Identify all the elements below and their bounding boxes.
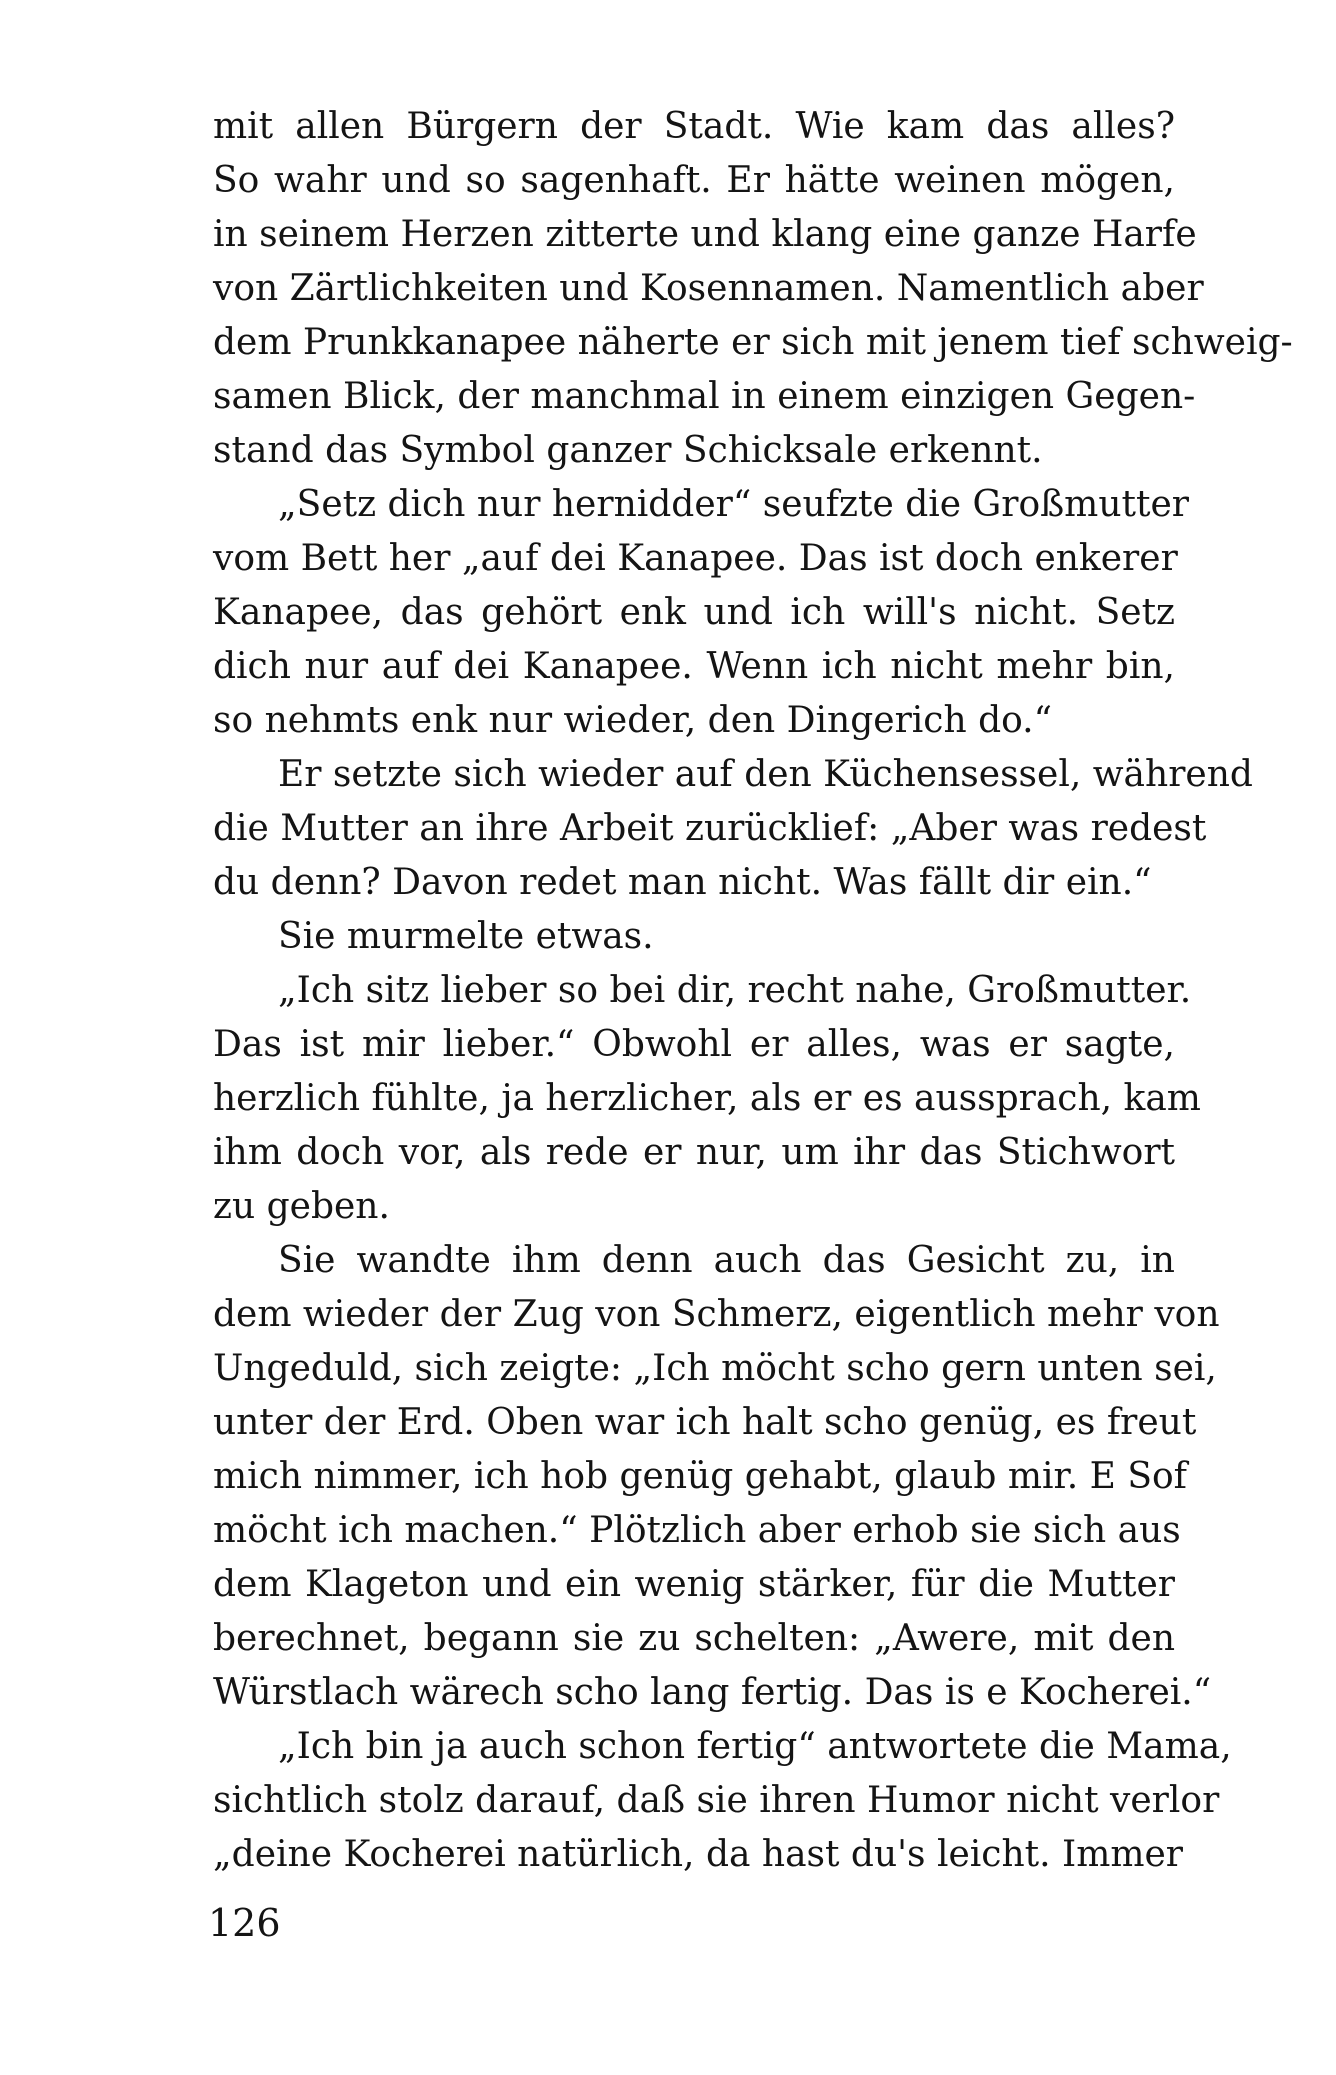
text-line: Würstlach wärech scho lang fertig. Das is e Kocherei.“ bbox=[213, 1672, 1212, 1713]
text-line: in seinem Herzen zitterte und klang eine ganze Harfe bbox=[213, 214, 1197, 255]
text-line: Kanapee, das gehört enk und ich will's nicht. Setz bbox=[213, 592, 1175, 633]
text-line: von Zärtlichkeiten und Kosennamen. Namentlich aber bbox=[213, 268, 1204, 309]
page-number: 126 bbox=[208, 1901, 281, 1945]
text-line: Er setzte sich wieder auf den Küchensessel, während bbox=[278, 754, 1253, 795]
text-line: „Setz dich nur hernidder“ seufzte die Großmutter bbox=[278, 484, 1189, 525]
text-line: dem Prunkkanapee näherte er sich mit jenem tief schweig- bbox=[213, 322, 1293, 363]
text-line: samen Blick, der manchmal in einem einzigen Gegen- bbox=[213, 376, 1196, 417]
text-line: herzlich fühlte, ja herzlicher, als er es aussprach, kam bbox=[213, 1078, 1201, 1119]
text-line: Sie wandte ihm denn auch das Gesicht zu, in bbox=[278, 1240, 1175, 1281]
text-line: „Ich bin ja auch schon fertig“ antwortete die Mama, bbox=[278, 1726, 1232, 1767]
text-line: dem Klageton und ein wenig stärker, für die Mutter bbox=[213, 1564, 1175, 1605]
text-line: berechnet, begann sie zu schelten: „Awere, mit den bbox=[213, 1618, 1175, 1659]
text-line: ihm doch vor, als rede er nur, um ihr das Stichwort bbox=[213, 1132, 1175, 1173]
text-line: die Mutter an ihre Arbeit zurücklief: „Aber was redest bbox=[213, 808, 1207, 849]
text-line: möcht ich machen.“ Plötzlich aber erhob sie sich aus bbox=[213, 1510, 1181, 1551]
text-line: mich nimmer, ich hob genüg gehabt, glaub mir. E Sof bbox=[213, 1456, 1187, 1497]
text-line: „deine Kocherei natürlich, da hast du's leicht. Immer bbox=[213, 1834, 1184, 1875]
text-line: dem wieder der Zug von Schmerz, eigentlich mehr von bbox=[213, 1294, 1220, 1335]
text-line: sichtlich stolz darauf, daß sie ihren Humor nicht verlor bbox=[213, 1780, 1220, 1821]
text-line: „Ich sitz lieber so bei dir, recht nahe, Großmutter. bbox=[278, 970, 1192, 1011]
text-line: dich nur auf dei Kanapee. Wenn ich nicht mehr bin, bbox=[213, 646, 1175, 687]
text-line: mit allen Bürgern der Stadt. Wie kam das alles? bbox=[213, 106, 1175, 147]
text-line: du denn? Davon redet man nicht. Was fällt dir ein.“ bbox=[213, 862, 1152, 903]
text-line: vom Bett her „auf dei Kanapee. Das ist doch enkerer bbox=[213, 538, 1178, 579]
text-line: so nehmts enk nur wieder, den Dingerich do.“ bbox=[213, 700, 1053, 741]
text-line: zu geben. bbox=[213, 1186, 390, 1227]
text-line: Ungeduld, sich zeigte: „Ich möcht scho gern unten sei, bbox=[213, 1348, 1217, 1389]
text-line: Sie murmelte etwas. bbox=[278, 916, 654, 957]
text-line: unter der Erd. Oben war ich halt scho genüg, es freut bbox=[213, 1402, 1197, 1443]
text-line: So wahr und so sagenhaft. Er hätte weinen mögen, bbox=[213, 160, 1175, 201]
text-line: stand das Symbol ganzer Schicksale erkennt. bbox=[213, 430, 1043, 471]
text-line: Das ist mir lieber.“ Obwohl er alles, was er sagte, bbox=[213, 1024, 1175, 1065]
